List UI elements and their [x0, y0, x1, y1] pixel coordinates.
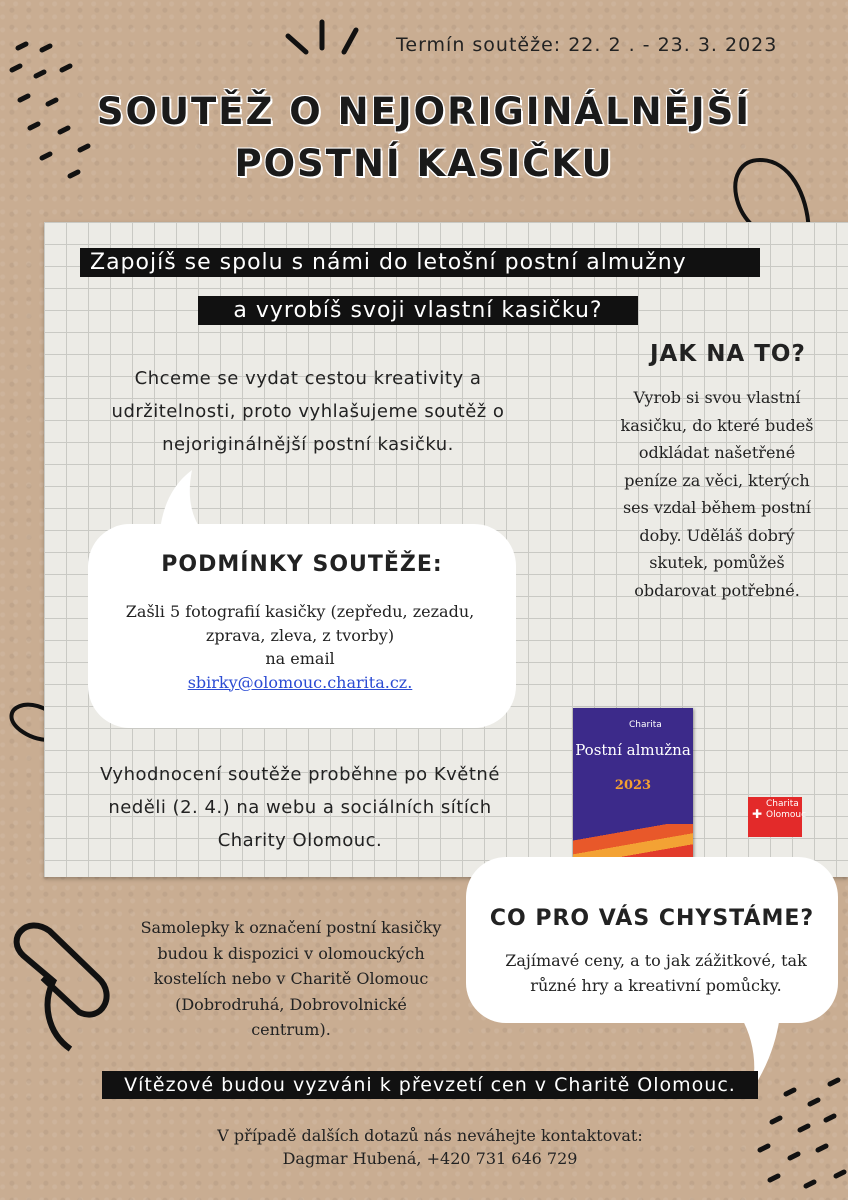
how-to-title: JAK NA TO? — [650, 341, 806, 367]
charita-logo-line2: Olomouc — [766, 810, 807, 820]
contact-info — [150, 1124, 710, 1170]
offer-text: Zajímavé ceny, a to jak zážitkové, tak různé hry a kreativní pomůcky. — [505, 951, 807, 995]
offer-title: CO PRO VÁS CHYSTÁME? — [489, 906, 815, 931]
contact-line2: Dagmar Hubená, +420 731 646 729 — [282, 1149, 578, 1168]
conditions-email-prefix: na email — [265, 649, 335, 668]
page-title-line1: SOUTĚŽ O NEJORIGINÁLNĚJŠÍ — [96, 90, 752, 133]
conditions-text — [108, 600, 492, 694]
winners-banner: Vítězové budou vyzváni k převzetí cen v Charitě Olomouc. — [102, 1071, 758, 1099]
competition-date: Termín soutěže: 22. 2 . - 23. 3. 2023 — [396, 34, 778, 56]
banner-line2: a vyrobíš svoji vlastní kasičku? — [198, 296, 638, 325]
poster-year: 2023 — [614, 778, 652, 793]
poster-logo: Charita — [629, 720, 662, 730]
postni-almuzna-poster — [573, 708, 693, 858]
contact-line1: V případě dalších dotazů nás neváhejte kontaktovat: — [217, 1126, 643, 1145]
stickers-text: Samolepky k označení postní kasičky budou k dispozici v olomouckých kostelích nebo v Charitě Olomouc (Dobrodruhá, Dobrovolnické centrum). — [140, 918, 442, 1039]
speech-tail-icon — [160, 470, 200, 530]
intro-text: Chceme se vydat cestou kreativity a udržitelnosti, proto vyhlašujeme soutěž o nejoriginálnější postní kasičku. — [111, 368, 505, 455]
poster-wave — [573, 824, 693, 858]
conditions-body: Zašli 5 fotografií kasičky (zepředu, zezadu, zprava, zleva, z tvorby) — [125, 602, 475, 645]
charita-olomouc-logo — [748, 797, 807, 837]
charita-cross-icon: ✚ — [752, 807, 763, 821]
charita-logo-line1: Charita — [766, 799, 799, 809]
conditions-title: PODMÍNKY SOUTĚŽE: — [161, 552, 443, 577]
poster-title: Postní almužna — [575, 741, 691, 759]
banner-line1: Zapojíš se spolu s námi do letošní postní almužny — [80, 248, 760, 277]
page-title-line2: POSTNÍ KASIČKU — [234, 142, 614, 185]
email-link[interactable]: sbirky@olomouc.charita.cz. — [187, 672, 413, 692]
how-to-text: Vyrob si svou vlastní kasičku, do které budeš odkládat našetřené peníze za věci, kterých ses vzdal během postní doby. Uděláš dobrý skutek, pomůžeš obdarovat potřebné. — [620, 388, 814, 600]
evaluation-text: Vyhodnocení soutěže proběhne po Květné neděli (2. 4.) na webu a sociálních sítích Charity Olomouc. — [100, 764, 500, 851]
offer-bubble — [466, 857, 838, 1023]
